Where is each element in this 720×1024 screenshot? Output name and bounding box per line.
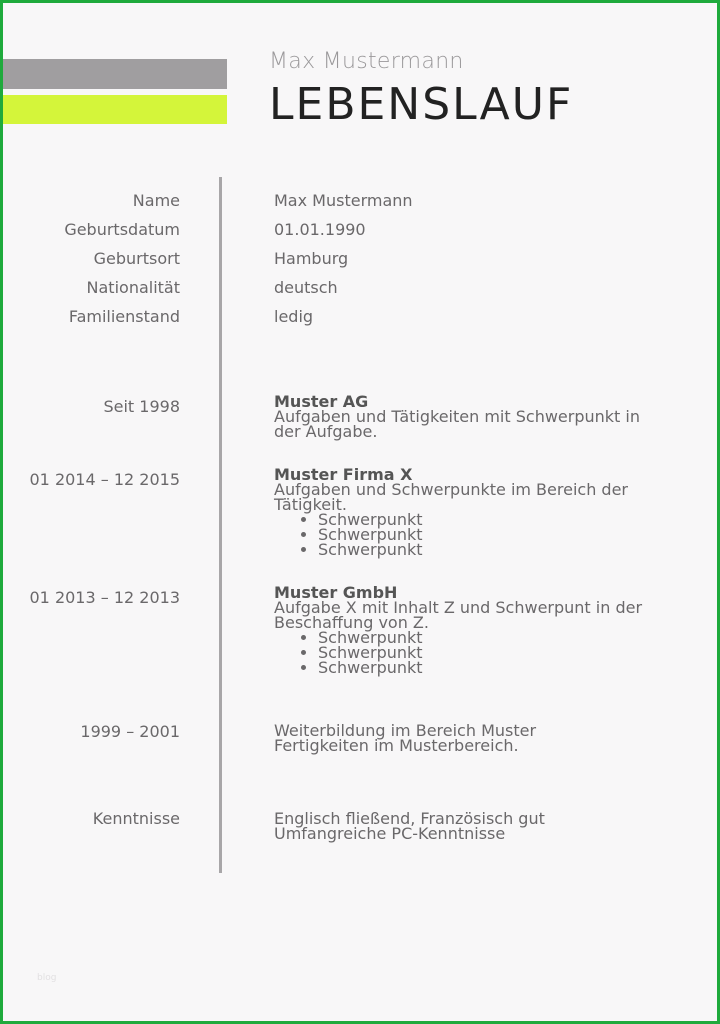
list-item: Schwerpunkt <box>318 527 644 542</box>
experience-entry-3 <box>274 585 644 675</box>
label-nationality: Nationalität <box>86 278 180 297</box>
value-marital-status: ledig <box>274 307 314 326</box>
period-education: 1999 – 2001 <box>80 722 180 741</box>
focus-list <box>274 630 644 675</box>
experience-entry-1 <box>274 394 644 439</box>
skill-line: Umfangreiche PC-Kenntnisse <box>274 824 506 843</box>
value-birthplace: Hamburg <box>274 249 349 268</box>
employer-name: Muster Firma X <box>274 465 413 484</box>
job-description: Aufgaben und Schwerpunkte im Bereich der Tätigkeit. <box>274 480 628 514</box>
skill-line: Englisch fließend, Französisch gut <box>274 809 545 828</box>
vertical-divider <box>219 177 222 873</box>
header-name: Max Mustermann <box>269 49 464 74</box>
value-birthdate: 01.01.1990 <box>274 220 366 239</box>
page-title: LEBENSLAUF <box>269 79 574 130</box>
job-description: Aufgabe X mit Inhalt Z und Schwerpunt in der Beschaffung von Z. <box>274 598 643 632</box>
value-nationality: deutsch <box>274 278 338 297</box>
header-accent-bar-gray <box>3 59 227 89</box>
list-item: Schwerpunkt <box>318 512 644 527</box>
period-experience-1: Seit 1998 <box>103 397 180 416</box>
job-description: Aufgaben und Tätigkeiten mit Schwerpunkt in der Aufgabe. <box>274 407 640 441</box>
employer-name: Muster AG <box>274 392 369 411</box>
header-accent-bar-lime <box>3 95 227 124</box>
watermark: blog <box>37 973 57 983</box>
period-experience-3: 01 2013 – 12 2013 <box>29 588 180 607</box>
period-experience-2: 01 2014 – 12 2015 <box>29 470 180 489</box>
experience-entry-2 <box>274 467 644 557</box>
label-birthdate: Geburtsdatum <box>64 220 180 239</box>
skills-list <box>274 811 654 841</box>
list-item: Schwerpunkt <box>318 630 644 645</box>
label-marital-status: Familienstand <box>68 307 180 326</box>
list-item: Schwerpunkt <box>318 542 644 557</box>
list-item: Schwerpunkt <box>318 645 644 660</box>
list-item: Schwerpunkt <box>318 660 644 675</box>
label-skills: Kenntnisse <box>92 809 180 828</box>
employer-name: Muster GmbH <box>274 583 398 602</box>
value-name: Max Mustermann <box>274 191 413 210</box>
label-name: Name <box>132 191 180 210</box>
focus-list <box>274 512 644 557</box>
education-text: Weiterbildung im Bereich Muster Fertigkeiten im Musterbereich. <box>274 721 537 755</box>
label-birthplace: Geburtsort <box>93 249 180 268</box>
